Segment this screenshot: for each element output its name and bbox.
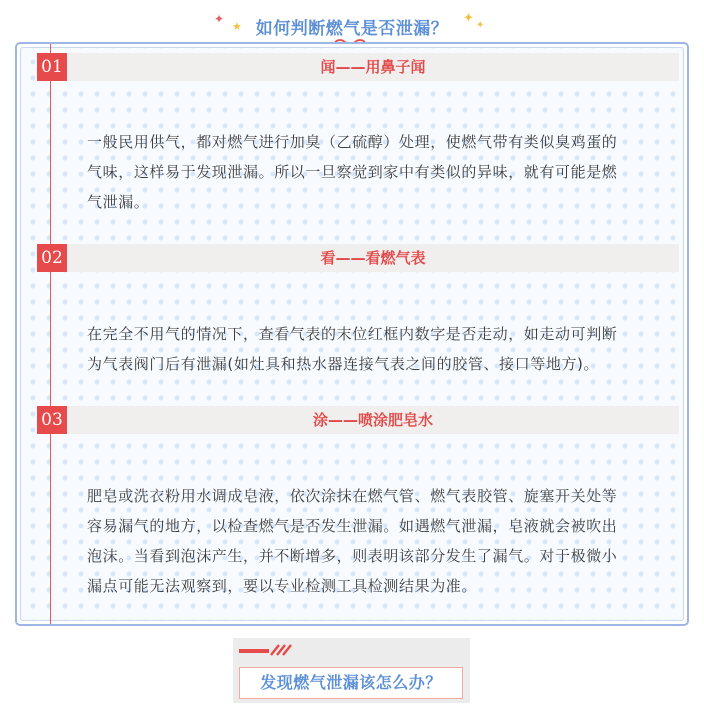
star-icon: ✦ (463, 11, 474, 26)
section-header-03 (37, 406, 679, 434)
star-icon: ★ (232, 20, 242, 33)
star-icon: ✦ (214, 12, 225, 26)
section-paragraph-01 (87, 127, 672, 217)
paragraph-line: 漏点可能无法观察到，要以专业检测工具检测结果为准。 (87, 577, 478, 595)
slash-decoration-icon (239, 641, 299, 661)
section-title: 闻——用鼻子闻 (320, 58, 426, 76)
paragraph-line: 泡沫。当看到泡沫产生，并不断增多，则表明该部分发生了漏气。对于极微小 (87, 547, 618, 565)
paragraph-line: 气味，这样易于发现泄漏。所以一旦察觉到家中有类似的异味，就有可能是燃 (87, 163, 618, 181)
paragraph-line: 肥皂或洗衣粉用水调成皂液，依次涂抹在燃气管、燃气表胶管、旋塞开关处等 (87, 487, 618, 505)
content-card (15, 42, 689, 626)
section-number: 01 (37, 53, 67, 81)
header (0, 8, 704, 44)
next-section-title: 发现燃气泄漏该怎么办？ (239, 667, 463, 699)
section-title: 涂——喷涂肥皂水 (312, 411, 433, 429)
section-number: 03 (37, 406, 67, 434)
star-icon: ✦ (476, 20, 485, 31)
section-paragraph-02 (87, 319, 672, 379)
paragraph-line: 容易漏气的地方，以检查燃气是否发生泄漏。如遇燃气泄漏，皂液就会被吹出 (87, 517, 618, 535)
section-title: 看——看燃气表 (320, 249, 426, 267)
paragraph-line: 在完全不用气的情况下，查看气表的末位红框内数字是否走动，如走动可判断 (87, 325, 618, 343)
section-number: 02 (37, 244, 67, 272)
paragraph-line: 为气表阀门后有泄漏(如灶具和热水器连接气表之间的胶管、接口等地方)。 (87, 355, 600, 373)
next-section-header (233, 638, 470, 703)
page-title: 如何判断燃气是否泄漏？ (255, 19, 449, 39)
section-header-02 (37, 244, 679, 272)
section-paragraph-03 (87, 481, 672, 601)
margin-line (50, 44, 51, 624)
paragraph-line: 气泄漏。 (87, 193, 150, 211)
section-header-01 (37, 53, 679, 81)
paragraph-line: 一般民用供气，都对燃气进行加臭（乙硫醇）处理，使燃气带有类似臭鸡蛋的 (87, 133, 618, 151)
